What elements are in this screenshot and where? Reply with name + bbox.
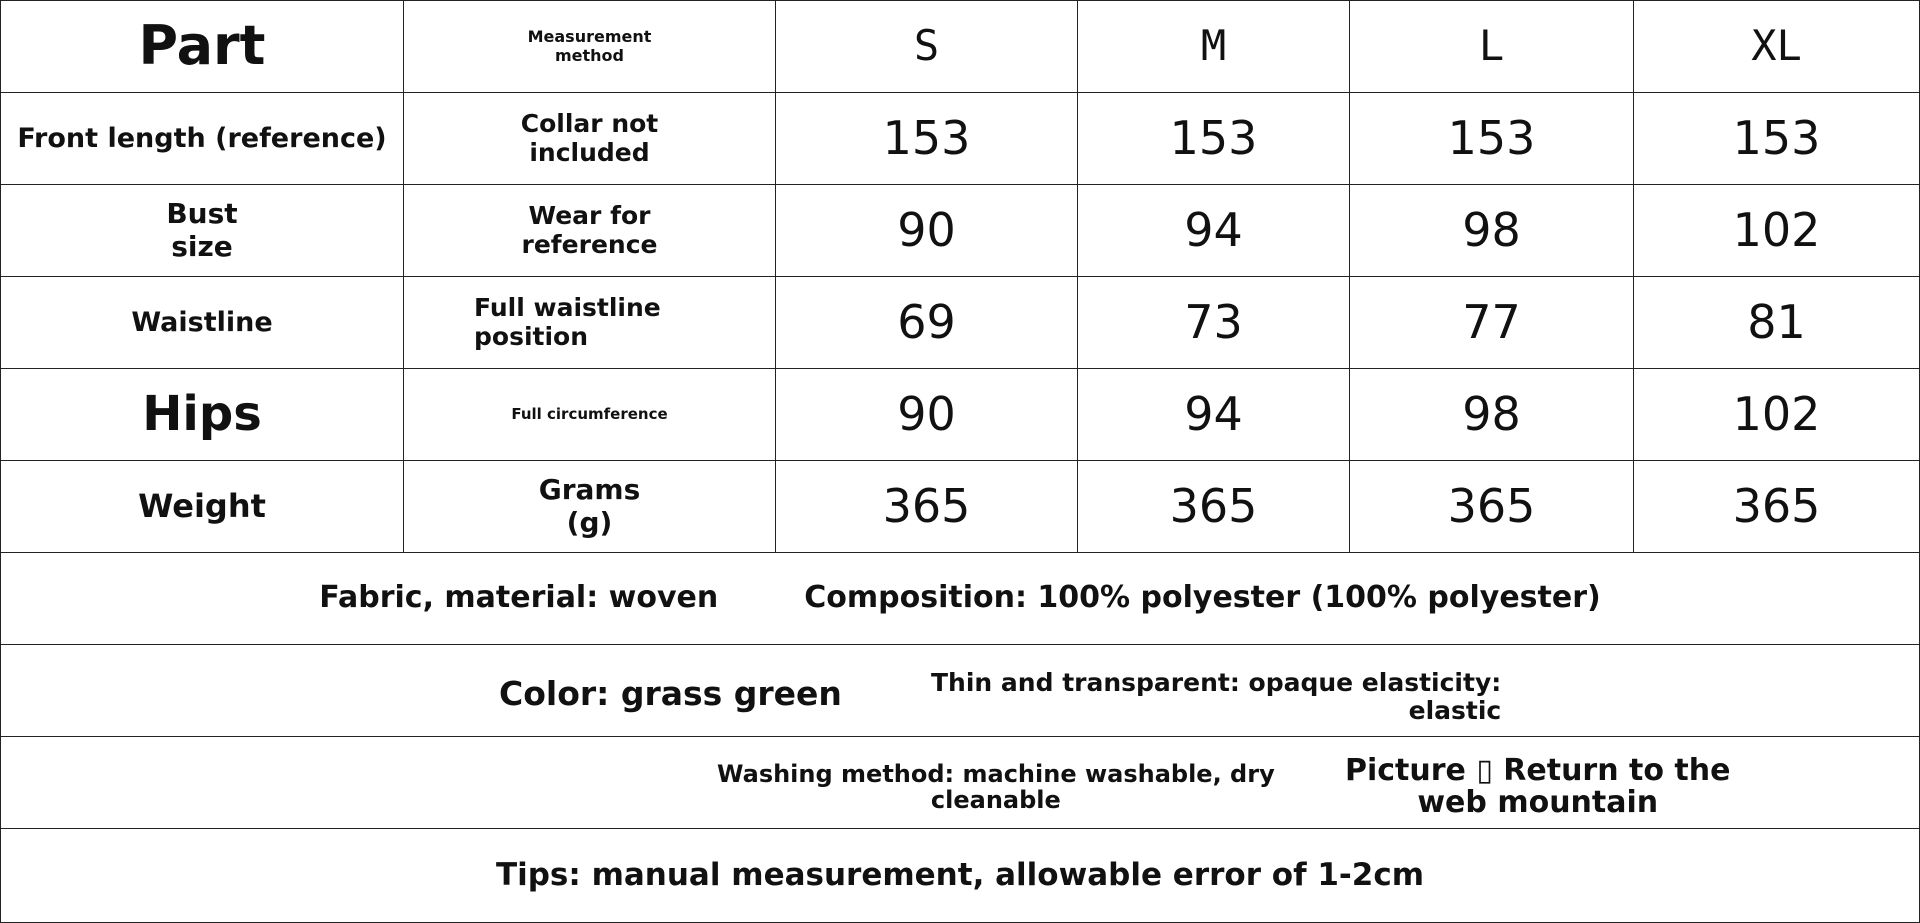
row-value-xl: 153 [1634, 93, 1920, 185]
table-row-weight [1, 461, 1920, 553]
header-size-l: L [1350, 1, 1634, 93]
table-row-bust [1, 185, 1920, 277]
info-row-fabric [1, 553, 1920, 645]
row-method [404, 277, 776, 369]
info-row-color [1, 645, 1920, 737]
washing-picture-cell [1, 737, 1920, 829]
row-method-line-2: position [474, 321, 589, 351]
row-value-l: 365 [1350, 461, 1634, 553]
fabric-text: Fabric, material: woven [319, 580, 719, 616]
thin-line-2: elastic [1408, 695, 1502, 725]
row-value-l: 98 [1350, 185, 1634, 277]
header-part: Part [1, 1, 404, 93]
row-method: Full circumference [404, 369, 776, 461]
header-size-m: M [1078, 1, 1350, 93]
row-method-line-1: Full waistline [474, 292, 661, 322]
row-value-xl: 102 [1634, 185, 1920, 277]
table-row-waistline [1, 277, 1920, 369]
row-part: Weight [1, 461, 404, 553]
row-value-m: 94 [1078, 185, 1350, 277]
row-method-line-1: Wear for [528, 200, 651, 230]
row-value-s: 69 [776, 277, 1078, 369]
header-method [404, 1, 776, 93]
row-value-l: 77 [1350, 277, 1634, 369]
picture-line-1: Picture ▯ Return to the [1345, 753, 1731, 788]
header-method-line-2: method [554, 45, 624, 65]
table-row-front-length [1, 93, 1920, 185]
header-size-xl: XL [1634, 1, 1920, 93]
row-part: Front length (reference) [1, 93, 404, 185]
washing-text [717, 761, 1275, 814]
fabric-composition-cell [1, 553, 1920, 645]
row-method-line-2: included [529, 137, 650, 167]
tips-text: Tips: manual measurement, allowable error of 1-2cm [1, 829, 1920, 923]
row-value-m: 153 [1078, 93, 1350, 185]
header-row [1, 1, 1920, 93]
row-value-s: 153 [776, 93, 1078, 185]
row-part-line-2: size [171, 229, 233, 263]
color-thin-cell [1, 645, 1920, 737]
row-value-m: 365 [1078, 461, 1350, 553]
row-value-s: 90 [776, 185, 1078, 277]
composition-text: Composition: 100% polyester (100% polyester) [804, 580, 1601, 616]
row-part: Waistline [1, 277, 404, 369]
header-size-s: S [776, 1, 1078, 93]
row-value-xl: 81 [1634, 277, 1920, 369]
row-method [404, 93, 776, 185]
thin-elasticity-text [931, 669, 1501, 724]
row-value-xl: 102 [1634, 369, 1920, 461]
table-row-hips [1, 369, 1920, 461]
row-value-l: 98 [1350, 369, 1634, 461]
washing-line-2: cleanable [930, 786, 1061, 815]
row-part: Hips [1, 369, 404, 461]
row-value-s: 90 [776, 369, 1078, 461]
header-method-line-1: Measurement [527, 27, 652, 47]
picture-text [1345, 755, 1730, 818]
picture-line-2: web mountain [1417, 784, 1659, 820]
row-method-line-2: (g) [566, 505, 613, 539]
row-value-s: 365 [776, 461, 1078, 553]
row-value-m: 73 [1078, 277, 1350, 369]
info-row-tips [1, 829, 1920, 923]
info-row-washing [1, 737, 1920, 829]
row-method-line-1: Grams [538, 473, 641, 507]
thin-line-1: Thin and transparent: opaque elasticity: [931, 668, 1502, 697]
color-text: Color: grass green [499, 674, 842, 713]
row-value-m: 94 [1078, 369, 1350, 461]
row-part-line-1: Bust [166, 197, 238, 231]
row-method [404, 185, 776, 277]
row-value-l: 153 [1350, 93, 1634, 185]
washing-line-1: Washing method: machine washable, dry [717, 760, 1275, 788]
row-method [404, 461, 776, 553]
row-part [1, 185, 404, 277]
row-method-line-2: reference [521, 229, 658, 259]
row-value-xl: 365 [1634, 461, 1920, 553]
row-method-line-1: Collar not [520, 108, 659, 138]
